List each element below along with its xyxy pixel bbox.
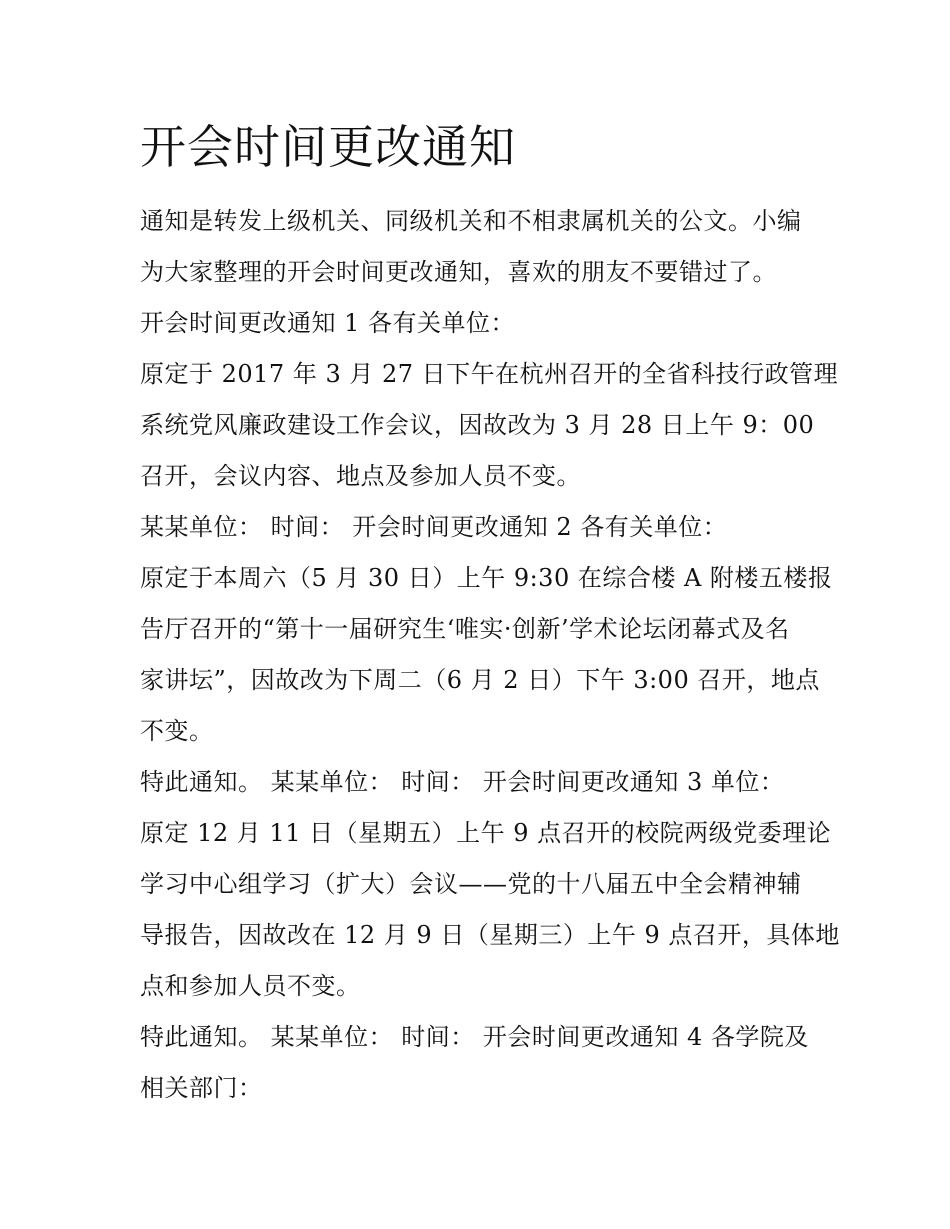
document-title: 开会时间更改通知 xyxy=(140,120,516,174)
body-line: 系统党风廉政建设工作会议，因故改为 3 月 28 日上午 9：00 xyxy=(140,411,815,439)
body-line: 原定于 2017 年 3 月 27 日下午在杭州召开的全省科技行政管理 xyxy=(140,360,839,388)
body-line: 为大家整理的开会时间更改通知，喜欢的朋友不要错过了。 xyxy=(140,258,777,286)
body-line: 特此通知。 某某单位： 时间： 开会时间更改通知 4 各学院及 xyxy=(140,1023,809,1051)
body-line: 开会时间更改通知 1 各有关单位： xyxy=(140,309,516,337)
body-line: 特此通知。 某某单位： 时间： 开会时间更改通知 3 单位： xyxy=(140,768,785,796)
body-line: 相关部门： xyxy=(140,1074,263,1102)
body-line: 原定 12 月 11 日（星期五）上午 9 点召开的校院两级党委理论 xyxy=(140,819,832,847)
document-body xyxy=(140,196,840,1114)
body-line: 点和参加人员不变。 xyxy=(140,972,361,1000)
body-line: 告厅召开的“第十一届研究生‘唯实·创新’学术论坛闭幕式及名 xyxy=(140,615,790,643)
body-line: 家讲坛”，因故改为下周二（6 月 2 日）下午 3:00 召开，地点 xyxy=(140,666,820,694)
body-line: 导报告，因故改在 12 月 9 日（星期三）上午 9 点召开，具体地 xyxy=(140,921,840,949)
body-line: 学习中心组学习（扩大）会议——党的十八届五中全会精神辅 xyxy=(140,870,802,898)
body-line: 原定于本周六（5 月 30 日）上午 9:30 在综合楼 A 附楼五楼报 xyxy=(140,564,833,592)
body-line: 召开，会议内容、地点及参加人员不变。 xyxy=(140,462,581,490)
body-line: 通知是转发上级机关、同级机关和不相隶属机关的公文。小编 xyxy=(140,207,802,235)
body-line: 某某单位： 时间： 开会时间更改通知 2 各有关单位： xyxy=(140,513,728,541)
body-line: 不变。 xyxy=(140,717,214,745)
